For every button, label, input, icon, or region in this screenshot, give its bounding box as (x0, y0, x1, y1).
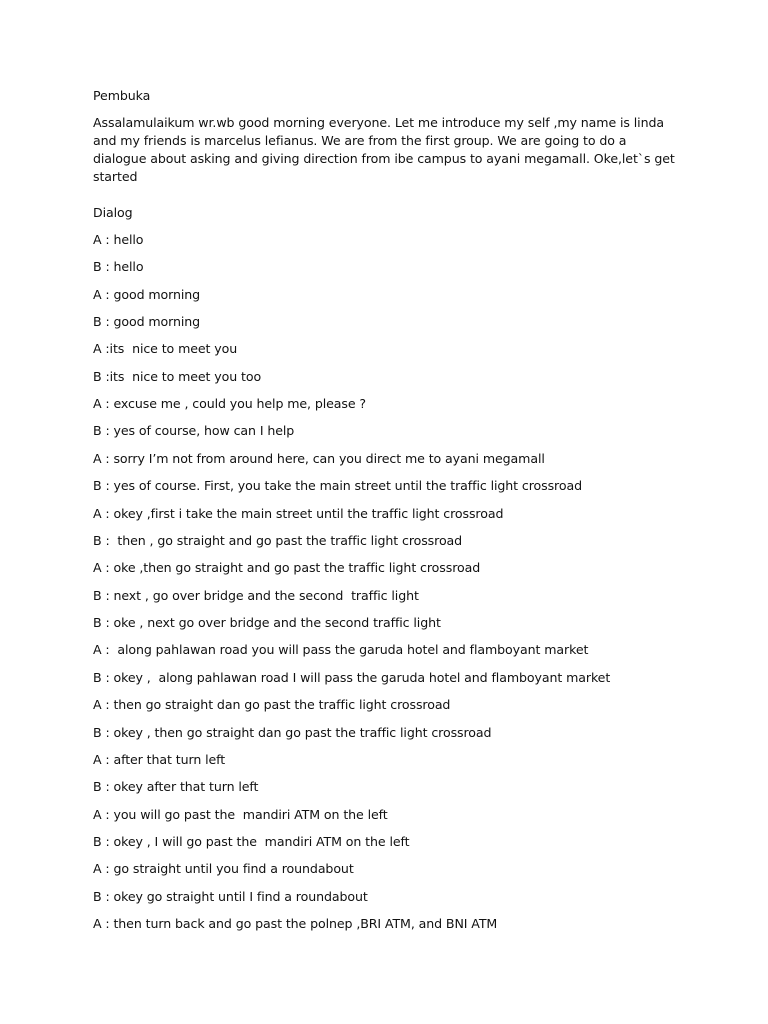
opening-heading: Pembuka (93, 88, 151, 103)
dialog-line: B :its nice to meet you too (93, 369, 262, 384)
dialog-line: B : good morning (93, 314, 201, 329)
dialog-line: A : excuse me , could you help me, please ? (93, 396, 367, 411)
dialog-line: B : yes of course, how can I help (93, 423, 295, 438)
dialog-line: B : okey , then go straight dan go past the traffic light crossroad (93, 725, 492, 740)
dialog-line: B : yes of course. First, you take the main street until the traffic light crossroad (93, 478, 582, 493)
dialog-line: B : okey after that turn left (93, 779, 259, 794)
dialog-line: A : you will go past the mandiri ATM on the left (93, 807, 388, 822)
dialog-line: B : hello (93, 259, 144, 274)
dialog-line: B : then , go straight and go past the traffic light crossroad (93, 533, 463, 548)
dialog-line: A : after that turn left (93, 752, 226, 767)
dialog-line: B : okey , along pahlawan road I will pass the garuda hotel and flamboyant market (93, 670, 611, 685)
dialog-line: A : then go straight dan go past the traffic light crossroad (93, 697, 451, 712)
dialog-line: B : next , go over bridge and the second traffic light (93, 588, 419, 603)
dialog-line: A : hello (93, 232, 144, 247)
dialog-line: B : okey , I will go past the mandiri ATM on the left (93, 834, 410, 849)
dialog-line: A : go straight until you find a roundabout (93, 861, 354, 876)
opening-paragraph: Assalamulaikum wr.wb good morning everyone. Let me introduce my self ,my name is linda and my friends is marcelus lefianus. We are from the first group. We are going to do a dialogue about asking and giving direction from ibe campus to ayani megamall. Oke,let`s get started (93, 115, 679, 184)
dialog-line: A : good morning (93, 287, 201, 302)
dialog-line: A : okey ,first i take the main street until the traffic light crossroad (93, 506, 504, 521)
dialog-line: A : then turn back and go past the polnep ,BRI ATM, and BNI ATM (93, 916, 498, 931)
dialog-line: B : okey go straight until I find a roundabout (93, 889, 368, 904)
dialog-line: A :its nice to meet you (93, 341, 238, 356)
dialog-line: A : sorry I’m not from around here, can you direct me to ayani megamall (93, 451, 545, 466)
dialog-heading: Dialog (93, 205, 133, 220)
dialog-line: A : along pahlawan road you will pass the garuda hotel and flamboyant market (93, 642, 589, 657)
dialog-line: A : oke ,then go straight and go past the traffic light crossroad (93, 560, 481, 575)
dialog-line: B : oke , next go over bridge and the second traffic light (93, 615, 441, 630)
